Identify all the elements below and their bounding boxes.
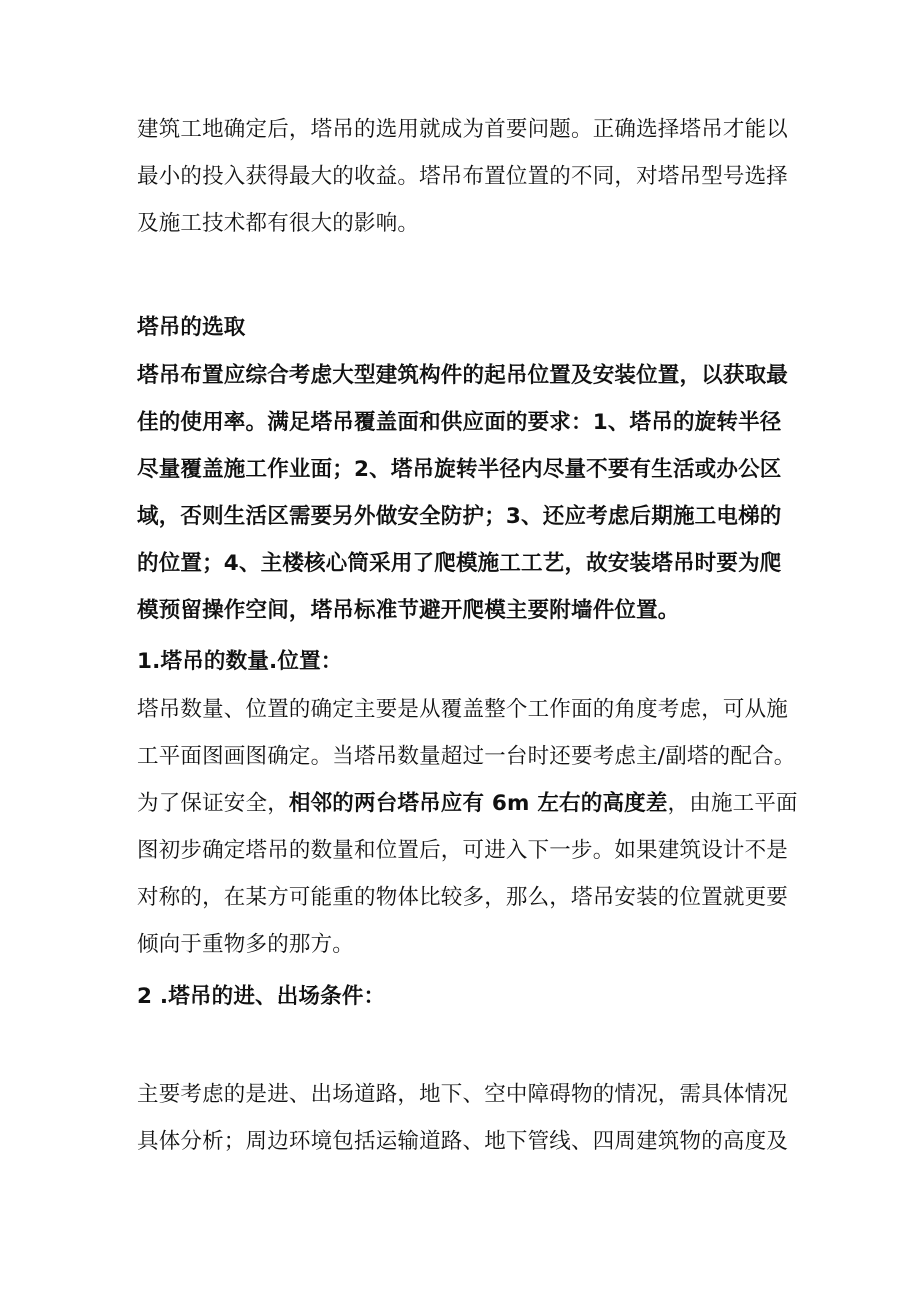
bold-paragraph	[137, 352, 787, 634]
intro-line: 建筑工地确定后，塔吊的选用就成为首要问题。正确选择塔吊才能以	[137, 117, 789, 142]
emphasis-text: 相邻的两台塔吊应有 6m 左右的高度差	[288, 791, 668, 816]
normal-text: 为了保证安全，	[137, 791, 289, 816]
normal-text: ，由施工平面	[667, 791, 798, 816]
bold-line: 佳的使用率。满足塔吊覆盖面和供应面的要求：1、塔吊的旋转半径	[137, 410, 782, 435]
bold-line: 塔吊布置应综合考虑大型建筑构件的起吊位置及安装位置，以获取最	[137, 363, 789, 388]
paragraph-line: 塔吊数量、位置的确定主要是从覆盖整个工作面的角度考虑，可从施	[137, 697, 789, 722]
bold-line: 模预留操作空间，塔吊标准节避开爬模主要附墙件位置。	[137, 598, 680, 623]
bold-line: 的位置；4、主楼核心筒采用了爬模施工工艺，故安装塔吊时要为爬	[137, 551, 782, 576]
paragraph-line-mixed	[137, 780, 798, 827]
paragraph-line: 图初步确定塔吊的数量和位置后，可进入下一步。如果建筑设计不是	[137, 838, 789, 863]
intro-paragraph	[137, 106, 787, 247]
paragraph-line: 工平面图画图确定。当塔吊数量超过一台时还要考虑主/副塔的配合。	[137, 744, 796, 769]
bold-line: 域，否则生活区需要另外做安全防护；3、还应考虑后期施工电梯的	[137, 504, 782, 529]
heading-quantity-position: 1.塔吊的数量.位置：	[137, 649, 343, 674]
bold-line: 尽量覆盖施工作业面；2、塔吊旋转半径内尽量不要有生活或办公区	[137, 457, 782, 482]
entry-exit-paragraph	[137, 1071, 787, 1165]
section-title: 塔吊的选取	[137, 315, 246, 340]
intro-line: 及施工技术都有很大的影响。	[137, 211, 420, 236]
heading-entry-exit-conditions: 2 .塔吊的进、出场条件：	[137, 984, 386, 1009]
paragraph-line: 对称的，在某方可能重的物体比较多，那么，塔吊安装的位置就更要	[137, 885, 789, 910]
quantity-position-paragraph	[137, 686, 798, 968]
intro-line: 最小的投入获得最大的收益。塔吊布置位置的不同，对塔吊型号选择	[137, 164, 789, 189]
paragraph-line: 倾向于重物多的那方。	[137, 932, 355, 957]
paragraph-line: 主要考虑的是进、出场道路，地下、空中障碍物的情况，需具体情况	[137, 1082, 789, 1107]
paragraph-line: 具体分析；周边环境包括运输道路、地下管线、四周建筑物的高度及	[137, 1129, 789, 1154]
